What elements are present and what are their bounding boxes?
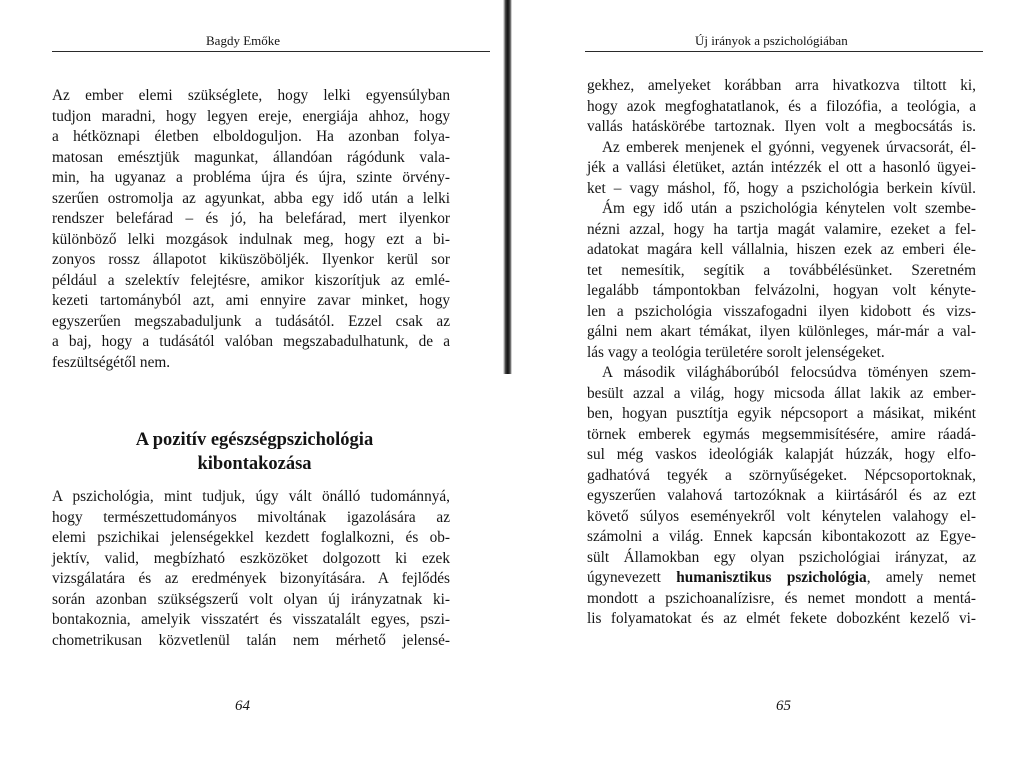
section-heading-line-1: A pozitív egészségpszichológia	[135, 430, 374, 450]
text-line: A pszichológia, mint tudjuk, úgy vált önálló tudománnyá,	[52, 488, 450, 505]
text-line: chometrikusan közvetlenül talán nem mérhető jelensé-	[52, 631, 450, 649]
right-running-header: Új irányok a pszichológiában	[695, 33, 848, 48]
text-line: rendszer belefárad – és jó, ha belefárad, mert ilyenkor	[52, 210, 450, 227]
text-line: különböző lelki mozgások indulnak meg, hogy ezt a bi-	[52, 230, 450, 248]
right-page	[512, 0, 1023, 761]
right-body-text	[587, 76, 976, 630]
text-line: gálni nem akart témákat, ilyen különleges, már-már a val-	[587, 323, 976, 340]
text-line: legalább támpontokban felvázolni, hogyan volt kényte-	[587, 282, 976, 299]
left-page-number: 64	[235, 698, 250, 714]
text-line: úgynevezett humanisztikus pszichológia, amely nemet	[587, 569, 976, 586]
bold-keyword: humanisztikus pszichológia	[676, 569, 867, 586]
text-line: jektív, valid, megbízható eszközöket dolgozott ki ezek	[52, 549, 450, 567]
text-line: a hétköznapi életben elboldoguljon. Ha azonban folya-	[52, 128, 450, 145]
text-line: min, ha ugyanaz a probléma újra és újra, szinte örvény-	[52, 169, 450, 186]
text-line: szerűen ostromolja az agyunkat, abba egy idő után a lelki	[52, 189, 450, 207]
text-line: ket – vagy máshol, fő, hogy a pszichológia berkein kívül.	[587, 179, 976, 197]
left-paragraph-1	[52, 86, 450, 373]
text-line: nézni azzal, hogy ha tartja magát valamire, ezeket a fel-	[587, 220, 976, 238]
text-line: jék a vallási életüket, aztán intézzék el ott a hasonló ügyei-	[587, 159, 976, 176]
text-line: törnek emberek egymás megsemmisítésére, amire ráadá-	[587, 425, 976, 443]
right-page-number: 65	[776, 698, 791, 714]
text-line: egyszerűen megszabaduljunk a tudásától. Ezzel csak az	[52, 312, 450, 330]
text-line: a baj, hogy a tudásától valóban megszabadulhatunk, de a	[52, 333, 450, 350]
text-line: sült Államokban egy olyan pszichológiai irányzat, az	[587, 548, 976, 566]
left-running-header: Bagdy Emőke	[206, 33, 281, 48]
text-line: hogy azok megfoghatatlanok, és a filozófia, a teológia, a	[587, 97, 976, 115]
text-line: A második világháborúból felocsúdva töményen szem-	[602, 364, 976, 381]
left-page	[0, 0, 505, 761]
text-line: tet nemesítik, segítik a továbbélésünket. Szeretném	[587, 261, 976, 279]
text-line: ben, hogyan pusztítja egyik népcsoport a másikat, miként	[587, 405, 976, 422]
text-line: vizsgálatára és az eredmények bizonyítására. A fejlődés	[52, 570, 450, 587]
text-line: gekhez, amelyeket korábban arra hivatkozva tiltott ki,	[587, 77, 976, 94]
text-line: feszültségétől nem.	[52, 353, 171, 371]
text-line: matosan emésztjük magunkat, állandóan rágódunk vala-	[52, 148, 450, 166]
right-header-rule	[585, 51, 983, 52]
text-line: mondott a pszichoanalízisre, és nemet mondott a mentá-	[587, 589, 976, 607]
left-header-rule	[52, 51, 490, 52]
text-line: Az ember elemi szükséglete, hogy lelki egyensúlyban	[52, 87, 450, 104]
text-line: adatokat magára kell vállalnia, hiszen ezek az emberi éle-	[587, 241, 976, 258]
book-gutter	[503, 0, 512, 374]
text-line: besült azzal a világ, hogy micsoda állat lakik az ember-	[587, 384, 976, 402]
text-line: zonyos rossz állapotot kiküszöböljék. Ilyenkor kerül sor	[52, 251, 450, 268]
text-line: Ám egy idő után a pszichológia kénytelen volt szembe-	[602, 200, 976, 217]
text-line-tail: , amely nemet	[866, 569, 976, 586]
text-line: sul még vaskos ideológiák kalapját húzzák, hogy elfo-	[587, 446, 976, 463]
text-line: tudjon maradni, hogy legyen ereje, energiája ahhoz, hogy	[52, 107, 450, 125]
text-line: például a szelektív felejtésre, amikor kiszorítjuk az emlé-	[52, 271, 450, 289]
text-line: bontakoznia, amelyik visszatért és visszatalált egyes, pszi-	[52, 611, 450, 628]
text-line: kezeti tartományból azt, ami ennyire zavar minket, hogy	[52, 292, 450, 309]
text-line: vallás hatáskörébe tartoznak. Ilyen volt a megbocsátás is.	[587, 118, 976, 135]
text-line: lás vagy a teológia területére sorolt jelenségeket.	[587, 343, 885, 361]
text-line: Az emberek menjenek el gyónni, vegyenek úrvacsorát, él-	[602, 138, 976, 156]
text-line: elemi pszichikai jelenségekkel kezdett foglalkozni, és ob-	[52, 529, 450, 546]
text-line: során azonban szükségszerű volt olyan új irányzatnak ki-	[52, 590, 450, 608]
text-line: egyszerűen valahová tartozóknak a kiirtásáról és az ezt	[587, 487, 976, 504]
left-paragraph-2	[52, 487, 450, 651]
text-line: lis folyamatokat és az elmét fekete dobozként kezelő vi-	[587, 610, 976, 627]
text-line: hogy természettudományos mivoltának igazolására az	[52, 508, 450, 526]
text-line: követő súlyos eseményekről volt kénytelen valahogy el-	[587, 507, 976, 525]
section-heading	[52, 428, 457, 476]
text-line: számolni a világ. Ennek kapcsán kibontakozott az Egye-	[587, 528, 976, 545]
text-line: gadhatóvá tegyék a szörnyűségeket. Népcsoportoknak,	[587, 466, 976, 484]
text-line: len a pszichológia visszafogadni ilyen kidobott és vizs-	[587, 302, 976, 320]
section-heading-line-2: kibontakozása	[197, 454, 312, 474]
